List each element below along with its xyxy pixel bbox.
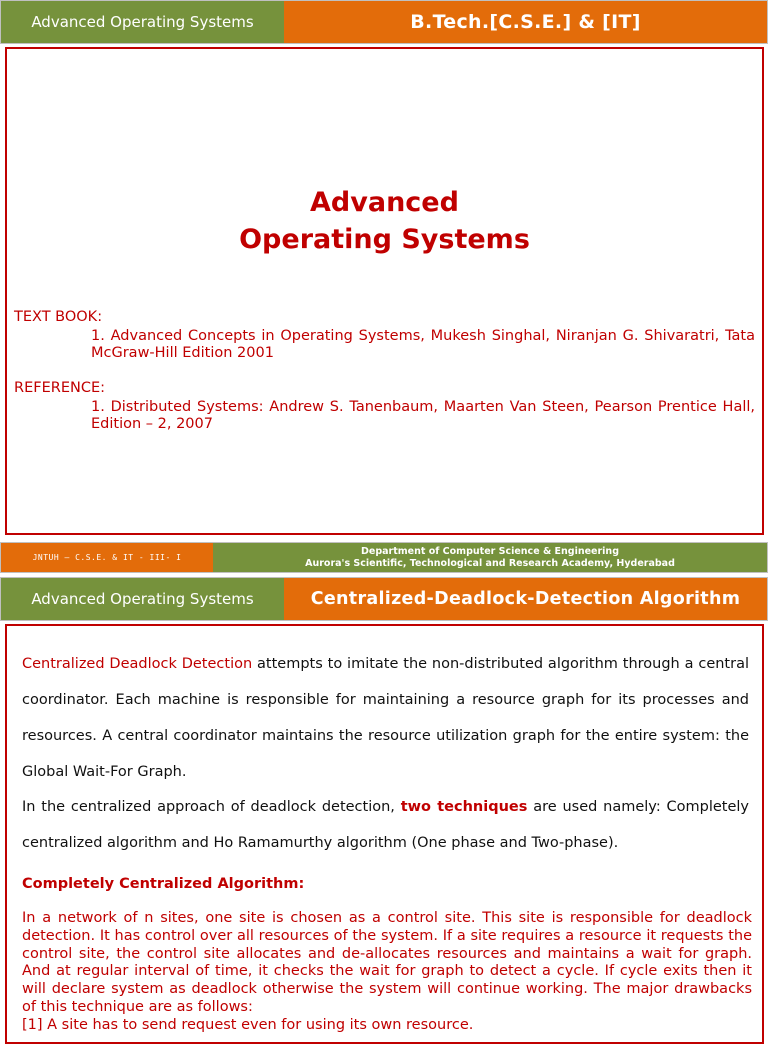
course-title: Advanced Operating Systems: [1, 1, 284, 43]
footer-dept: Department of Computer Science & Engineering: [361, 545, 619, 557]
slide2-header: [0, 577, 768, 621]
reference-label: REFERENCE:: [14, 380, 105, 396]
subheading: Completely Centralized Algorithm:: [22, 876, 305, 892]
course-title: Advanced Operating Systems: [1, 578, 284, 620]
intro-paragraph: Centralized Deadlock Detection attempts to imitate the non-distributed algorithm through a central coordinator. Each machine is responsible for maintaining a resource graph for its processes and resources. A central coordinator maintains the resource utilization graph for the entire system: the Global Wait-For Graph.: [22, 656, 749, 780]
term-centralized: Centralized Deadlock Detection: [22, 656, 253, 672]
program-title: B.Tech.[C.S.E.] & [IT]: [284, 1, 767, 43]
footer-course-code: JNTUH – C.S.E. & IT - III- I: [1, 543, 213, 572]
textbook-item: 1. Advanced Concepts in Operating Systems, Mukesh Singhal, Niranjan G. Shivaratri, Tata McGraw-Hill Edition 2001: [91, 328, 755, 361]
slide-footer: [0, 542, 768, 573]
content-slide-panel: [5, 624, 764, 1044]
techniques-paragraph: In the centralized approach of deadlock detection, two techniques are used namely: Completely centralized algorithm and Ho Ramamurthy algorithm (One phase and Two-phase).: [22, 799, 749, 851]
footer-academy: Aurora's Scientific, Technological and Research Academy, Hyderabad: [305, 557, 675, 569]
title-slide-panel: [5, 47, 764, 535]
drawback-item: [1] A site has to send request even for using its own resource.: [22, 1016, 474, 1033]
algorithm-description: In a network of n sites, one site is chosen as a control site. This site is responsible for deadlock detection. It has control over all resources of the system. If a site requires a resource it requests the control site, the control site allocates and de-allocates resources and maintains a wait for graph. And at regular interval of time, it checks the wait for graph to detect a cycle. If cycle exits then it will declare system as deadlock otherwise the system will continue working. The major drawbacks of this technique are as follows: [1] A site has to send request even for using its own resource.: [22, 910, 752, 1033]
reference-item: 1. Distributed Systems: Andrew S. Tanenbaum, Maarten Van Steen, Pearson Prentice Hall, Edition – 2, 2007: [91, 399, 755, 432]
footer-institution: [213, 543, 767, 572]
slide-title: Advanced Operating Systems: [239, 187, 530, 255]
slide1-header: [0, 0, 768, 44]
topic-title: Centralized-Deadlock-Detection Algorithm: [284, 578, 767, 620]
textbook-label: TEXT BOOK:: [14, 309, 103, 325]
term-two-techniques: two techniques: [400, 799, 528, 815]
